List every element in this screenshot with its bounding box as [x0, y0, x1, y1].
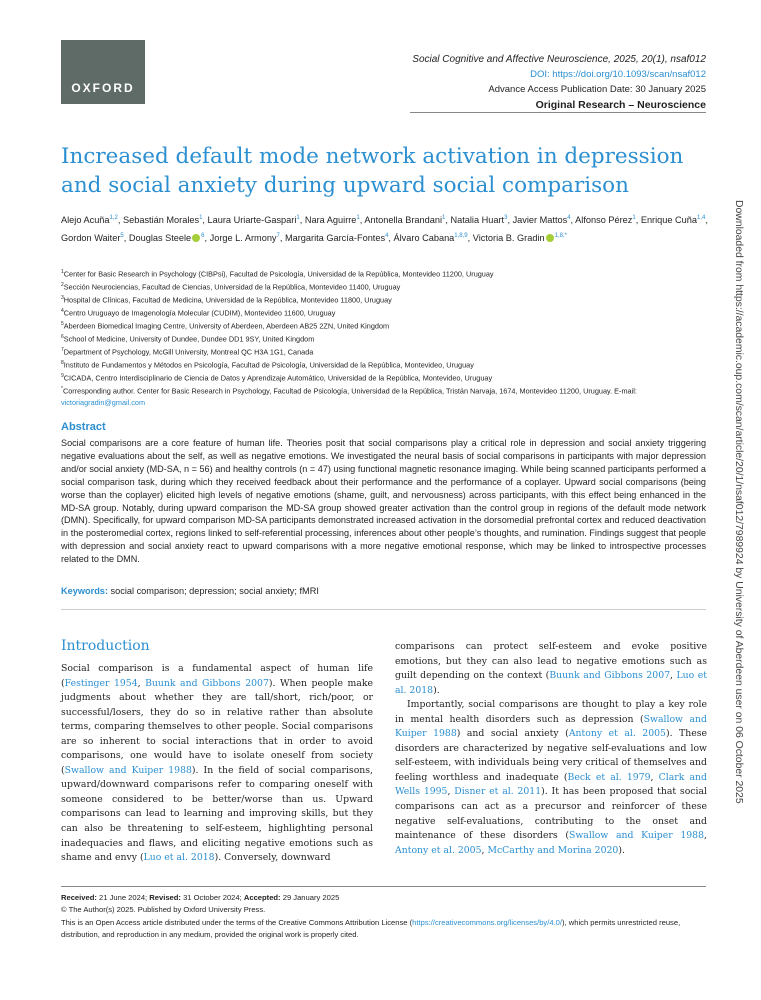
citation-link[interactable]: Disner et al. 2011 — [454, 786, 542, 798]
citation-link[interactable]: McCarthy and Morina 2020 — [487, 844, 619, 856]
introduction-heading: Introduction — [61, 638, 150, 654]
keywords-label: Keywords: — [61, 586, 108, 596]
author-name: Natalia Huart — [450, 215, 505, 226]
author-affiliation-marker: 5 — [120, 232, 124, 239]
keywords-divider — [61, 609, 706, 610]
article-footer — [61, 892, 711, 941]
email-link[interactable]: victoriagradin@gmail.com — [61, 398, 146, 408]
copyright: © The Author(s) 2025. Published by Oxford University Press. — [61, 905, 266, 915]
citation-link[interactable]: Luo et al. 2018 — [395, 670, 707, 696]
license-link[interactable]: https://creativecommons.org/licenses/by/4.0/ — [412, 917, 563, 927]
publication-date: Advance Access Publication Date: 30 January 2025 — [488, 84, 706, 95]
citation-link[interactable]: Clark and Wells 1995 — [395, 771, 707, 798]
keywords — [61, 586, 706, 596]
author-name: Antonella Brandani — [364, 215, 443, 226]
oxford-logo — [61, 40, 145, 104]
affiliation-item: $^5$Aberdeen Biomedical Imaging Centre, University of Aberdeen, Aberdeen AB25 2ZN, United Kingdom — [61, 321, 390, 331]
article-section: Original Research – Neuroscience — [535, 99, 706, 111]
author-name: Gordon Waiter — [61, 232, 121, 243]
author-affiliation-marker: 4 — [385, 232, 389, 239]
author-name: Laura Uriarte-Gaspari — [207, 215, 297, 226]
author-name: Alfonso Pérez — [575, 215, 633, 226]
author-name: Nara Aguirre — [304, 215, 357, 226]
paragraph: Importantly, social comparisons are thought to play a key role in mental health disorders such as depression (Swallow and Kuiper 1988) and social anxiety (Antony et al. 2005). These disorders are characterized by negative self-evaluations and low self-esteem, with individuals being very critical of themselves and feeling worthless and inadequate (Beck et al. 1979, Clark and Wells 1995, Disner et al. 2011). It has been proposed that social comparisons can act as a precursor and reinforcer of these negative self-evaluations, contributing to the onset and maintenance of these disorders (Swallow and Kuiper 1988, Antony et al. 2005, McCarthy and Morina 2020). — [395, 699, 707, 856]
author-affiliation-marker: 3 — [504, 215, 508, 221]
citation-link[interactable]: Swallow and Kuiper 1988 — [64, 764, 192, 776]
author-affiliation-marker: 4 — [567, 215, 571, 221]
paragraph: Social comparison is a fundamental aspect of human life (Festinger 1954, Buunk and Gibbons 2007). When people make judgments about whether they are tall/short, rich/poor, or successful/losers, they do so in relative rather than absolute terms, comparing themselves to other people. Social comparisons are so inherent to social interactions that in order to avoid comparisons, one would have to isolate oneself from society (Swallow and Kuiper 1988). In the field of social comparisons, upward/downward comparisons refer to comparing oneself with someone considered to be better/worse than us. Upward comparisons can lead to learning and improving skills, but they can also be threatening to self-esteem, highlighting personal inadequacies and flaws, and eliciting negative emotions such as shame and envy (Luo et al. 2018). Conversely, downward — [61, 663, 374, 864]
orcid-icon[interactable] — [192, 234, 200, 242]
citation-link[interactable]: Antony et al. 2005 — [568, 728, 666, 740]
affiliation-item: $^3$Hospital de Clínicas, Facultad de Medicina, Universidad de la República, Montevideo 11800, Uruguay — [61, 295, 392, 305]
orcid-icon[interactable] — [546, 234, 554, 242]
author-affiliation-marker: 6 — [201, 232, 205, 239]
author-affiliation-marker: 1 — [632, 215, 636, 221]
affiliation-item: $^8$Instituto de Fundamentos y Métodos en Psicología, Facultad de Psicología, Universidad de la República, Montevideo, Uruguay — [61, 360, 474, 370]
author-affiliation-marker: 1 — [442, 215, 446, 221]
download-notice: Downloaded from https://academic.oup.com/scan/article/20/1/nsaf012/7989924 by University of Aberdeen user on 06 October 2025 — [733, 200, 744, 804]
affiliation-item: $^1$Center for Basic Research in Psychology (CIBPsi), Facultad de Psicología, Universidad de la República, Montevideo 11200, Uruguay — [61, 269, 494, 279]
author-name: Sebastián Morales — [122, 215, 200, 226]
author-name: Jorge L. Armony — [209, 232, 277, 243]
citation-link[interactable]: Swallow and Kuiper 1988 — [395, 713, 707, 740]
author-affiliation-marker: 1,8,9 — [454, 232, 468, 239]
affiliations — [61, 267, 711, 409]
corresponding-author: *Corresponding author. Center for Basic Research in Psychology, Facultad de Psicología, Universidad de la República, Tristán Narvaja, 1674, Montevideo 11200, Uruguay. E-mail: victoriagradin@gmail.com — [61, 386, 637, 408]
author-name: Margarita García-Fontes — [284, 232, 386, 243]
affiliation-item: $^4$Centro Uruguayo de Imagenología Molecular (CUDIM), Montevideo 11600, Uruguay — [61, 308, 336, 318]
citation-link[interactable]: Festinger 1954 — [64, 677, 138, 689]
masthead — [286, 52, 706, 113]
author-name: Victoria B. Gradin — [472, 232, 545, 243]
article-dates: Received: 21 June 2024; Revised: 31 October 2024; Accepted: 29 January 2025 — [61, 893, 340, 902]
keywords-text: social comparison; depression; social anxiety; fMRI — [110, 586, 319, 596]
author-affiliation-marker: 7 — [276, 232, 280, 239]
citation-link[interactable]: Antony et al. 2005 — [395, 844, 482, 856]
author-name: Alejo Acuña — [61, 215, 110, 226]
author-affiliation-marker: 1 — [356, 215, 360, 221]
author-name: Javier Mattos — [512, 215, 568, 226]
author-affiliation-marker: 1 — [296, 215, 300, 221]
masthead-divider — [410, 112, 706, 113]
author-affiliation-marker: 1,8,* — [554, 232, 567, 239]
author-name: Douglas Steele — [128, 232, 192, 243]
author-affiliation-marker: 1,4 — [697, 215, 706, 221]
paragraph: comparisons can protect self-esteem and evoke positive emotions, but they can also lead to negative emotions such as guilt depending on the context (Buunk and Gibbons 2007, Luo et al. 2018). — [395, 641, 707, 696]
citation-link[interactable]: Beck et al. 1979 — [567, 771, 651, 783]
author-affiliation-marker: 1 — [199, 215, 203, 221]
citation-link[interactable]: Luo et al. 2018 — [143, 852, 215, 864]
affiliation-item: $^6$School of Medicine, University of Dundee, Dundee DD1 9SY, United Kingdom — [61, 334, 315, 344]
author-name: Álvaro Cabana — [393, 232, 455, 243]
author-affiliation-marker: 1,2 — [109, 215, 118, 221]
publisher-name: OXFORD — [71, 81, 135, 95]
affiliation-item: $^9$CICADA, Centro Interdisciplinario de Ciencia de Datos y Aprendizaje Automático, Universidad de la República, Montevideo, Uruguay — [61, 373, 493, 383]
citation-link[interactable]: Buunk and Gibbons 2007 — [549, 670, 671, 682]
article-title: Increased default mode network activation in depression and social anxiety during upward social comparison — [61, 144, 684, 198]
footer-divider — [61, 886, 706, 887]
license-text: This is an Open Access article distributed under the terms of the Creative Commons Attribution License (https://creativecommons.org/licenses/by/4.0/), which permits unrestricted reuse, distribution, and reproduction in any medium, provided the original work is properly cited. — [61, 917, 681, 939]
citation-link[interactable]: Buunk and Gibbons 2007 — [145, 677, 269, 689]
body-column-left — [61, 662, 373, 866]
abstract-heading: Abstract — [61, 421, 106, 433]
journal-line: Social Cognitive and Affective Neuroscience, 2025, 20(1), nsaf012 — [412, 54, 706, 65]
affiliation-item: $^2$Sección Neurociencias, Facultad de Ciencias, Universidad de la República, Montevideo 11400, Uruguay — [61, 282, 401, 292]
affiliation-item: $^7$Department of Psychology, McGill University, Montreal QC H3A 1G1, Canada — [61, 347, 314, 357]
citation-link[interactable]: Swallow and Kuiper 1988 — [568, 830, 705, 842]
author-list: Alejo Acuña$^{1,2}$, Sebastián Morales$^1$, Laura Uriarte-Gaspari$^1$, Nara Aguirre$^1$, Antonella Brandani$^1$, Natalia Huart$^3$, Javier Mattos$^4$, Alfonso Pérez$^1$, Enrique Cuña$^{1,4}$, Gordon Waiter$^5$, Douglas Steele $^6$, Jorge L. Armony$^7$, Margarita García-Fontes$^4$, Álvaro Cabana$^{1,8,9}$, Victoria B. Gradin $^{1,8,*}$ — [61, 215, 708, 243]
doi-link[interactable]: DOI: https://doi.org/10.1093/scan/nsaf012 — [530, 69, 706, 80]
author-name: Enrique Cuña — [640, 215, 697, 226]
abstract-text: Social comparisons are a core feature of human life. Theories posit that social comparisons play a critical role in depression and social anxiety triggering negative evaluations about the self, as well as negative emotions. We investigated the neural basis of social comparisons in participants with major depression and/or social anxiety (MD-SA, n = 56) and healthy controls (n = 47) using functional magnetic resonance imaging. While being scanned participants performed a social comparison task, during which they received feedback about their performance and the performance of a coplayer. Upward social comparisons (being worse than the coplayer) elicited high levels of negative emotions (shame, guilt, and nervousness) across participants, with this effect being enhanced in the MD-SA group. Notably, during upward comparison the MD-SA group showed greater activation than the control group in regions of the default mode network (DMN). Specifically, for upward comparison MD-SA participants demonstrated increased activation in the dorsomedial prefrontal cortex and reduced deactivation in the posteromedial cortex, regions linked to self-referential processing, inferences about other people’s thoughts, and rumination. Findings suggest that people with depression and social anxiety react to upward comparisons with a more negative emotional response, which may be linked to introspective processes related to the DMN. — [61, 438, 706, 565]
body-column-right — [395, 640, 707, 858]
